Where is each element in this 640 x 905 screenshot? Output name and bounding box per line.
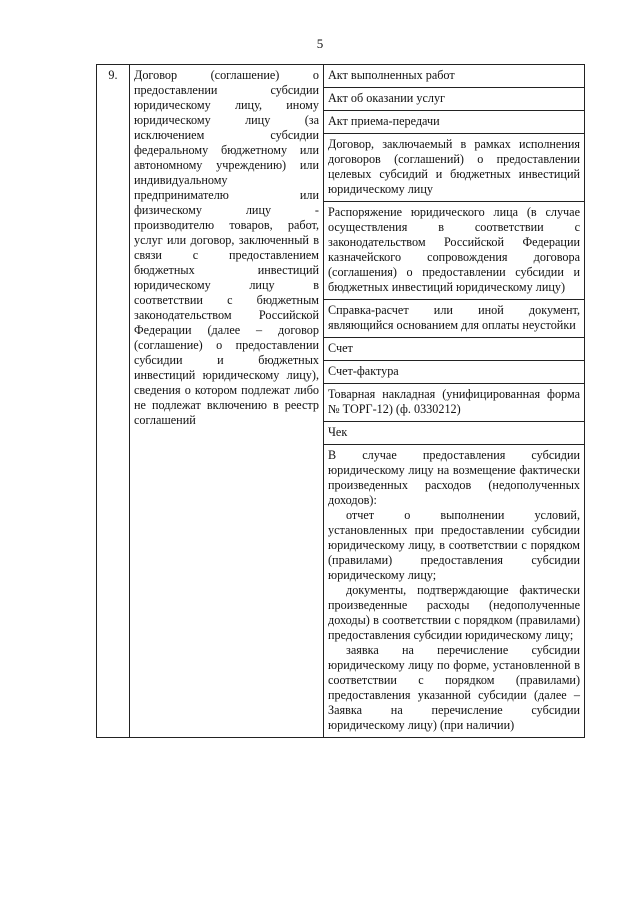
subsidy-item: отчет о выполнении условий, установленных при предоставлении субсидии юридическому лицу, в соответствии с порядком (правилами) предоставления субсидии юридическому лицу; <box>328 508 580 582</box>
page-number: 5 <box>316 36 324 51</box>
subsidy-intro: В случае предоставления субсидии юридическому лицу на возмещение фактически произведенных расходов (недополученных доходов): <box>328 448 580 507</box>
document-item: Акт об оказании услуг <box>324 88 585 111</box>
documents-table <box>96 64 585 738</box>
table-row <box>97 65 585 88</box>
document-item: Счет <box>324 338 585 361</box>
document-item: Распоряжение юридического лица (в случае осуществления в соответствии с законодательством Российской Федерации казначейского сопровождения договора (соглашения) о предоставлении субсидии и бюджетных инвестиций юридическому лицу) <box>324 202 585 300</box>
document-item: Акт приема-передачи <box>324 111 585 134</box>
agreement-description: Договор (соглашение) о предоставлении субсидии юридическому лицу, иному юридическому лицу (за исключением субсидии федеральному бюджетному или автономному учреждению) или индивидуальному предпринимателю или физическому лицу - производителю товаров, работ, услуг или договор, заключенный в связи с предоставлением бюджетных инвестиций юридическому лицу в соответствии с бюджетным законодательством Российской Федерации (далее – договор (соглашение) о предоставлении субсидии и бюджетных инвестиций юридическому лицу), сведения о котором подлежат либо не подлежат включению в реестр соглашений <box>130 65 324 738</box>
document-item: Счет-фактура <box>324 361 585 384</box>
document-item: Чек <box>324 422 585 445</box>
row-number: 9. <box>97 65 130 738</box>
subsidy-documents-cell <box>324 445 585 738</box>
document-item: Договор, заключаемый в рамках исполнения договоров (соглашений) о предоставлении целевых субсидий и бюджетных инвестиций юридическому лицу <box>324 134 585 202</box>
subsidy-item: заявка на перечисление субсидии юридическому лицу по форме, установленной в соответствии с порядком (правилами) предоставления указанной субсидии (далее – Заявка на перечисление субсидии юридическому лицу) (при наличии) <box>328 643 580 732</box>
document-item: Справка-расчет или иной документ, являющийся основанием для оплаты неустойки <box>324 300 585 338</box>
document-item: Товарная накладная (унифицированная форма № ТОРГ-12) (ф. 0330212) <box>324 384 585 422</box>
document-item: Акт выполненных работ <box>324 65 585 88</box>
subsidy-item: документы, подтверждающие фактически произведенные расходы (недополученные доходы) в соответствии с порядком (правилами) предоставления субсидии юридическому лицу; <box>328 583 580 642</box>
